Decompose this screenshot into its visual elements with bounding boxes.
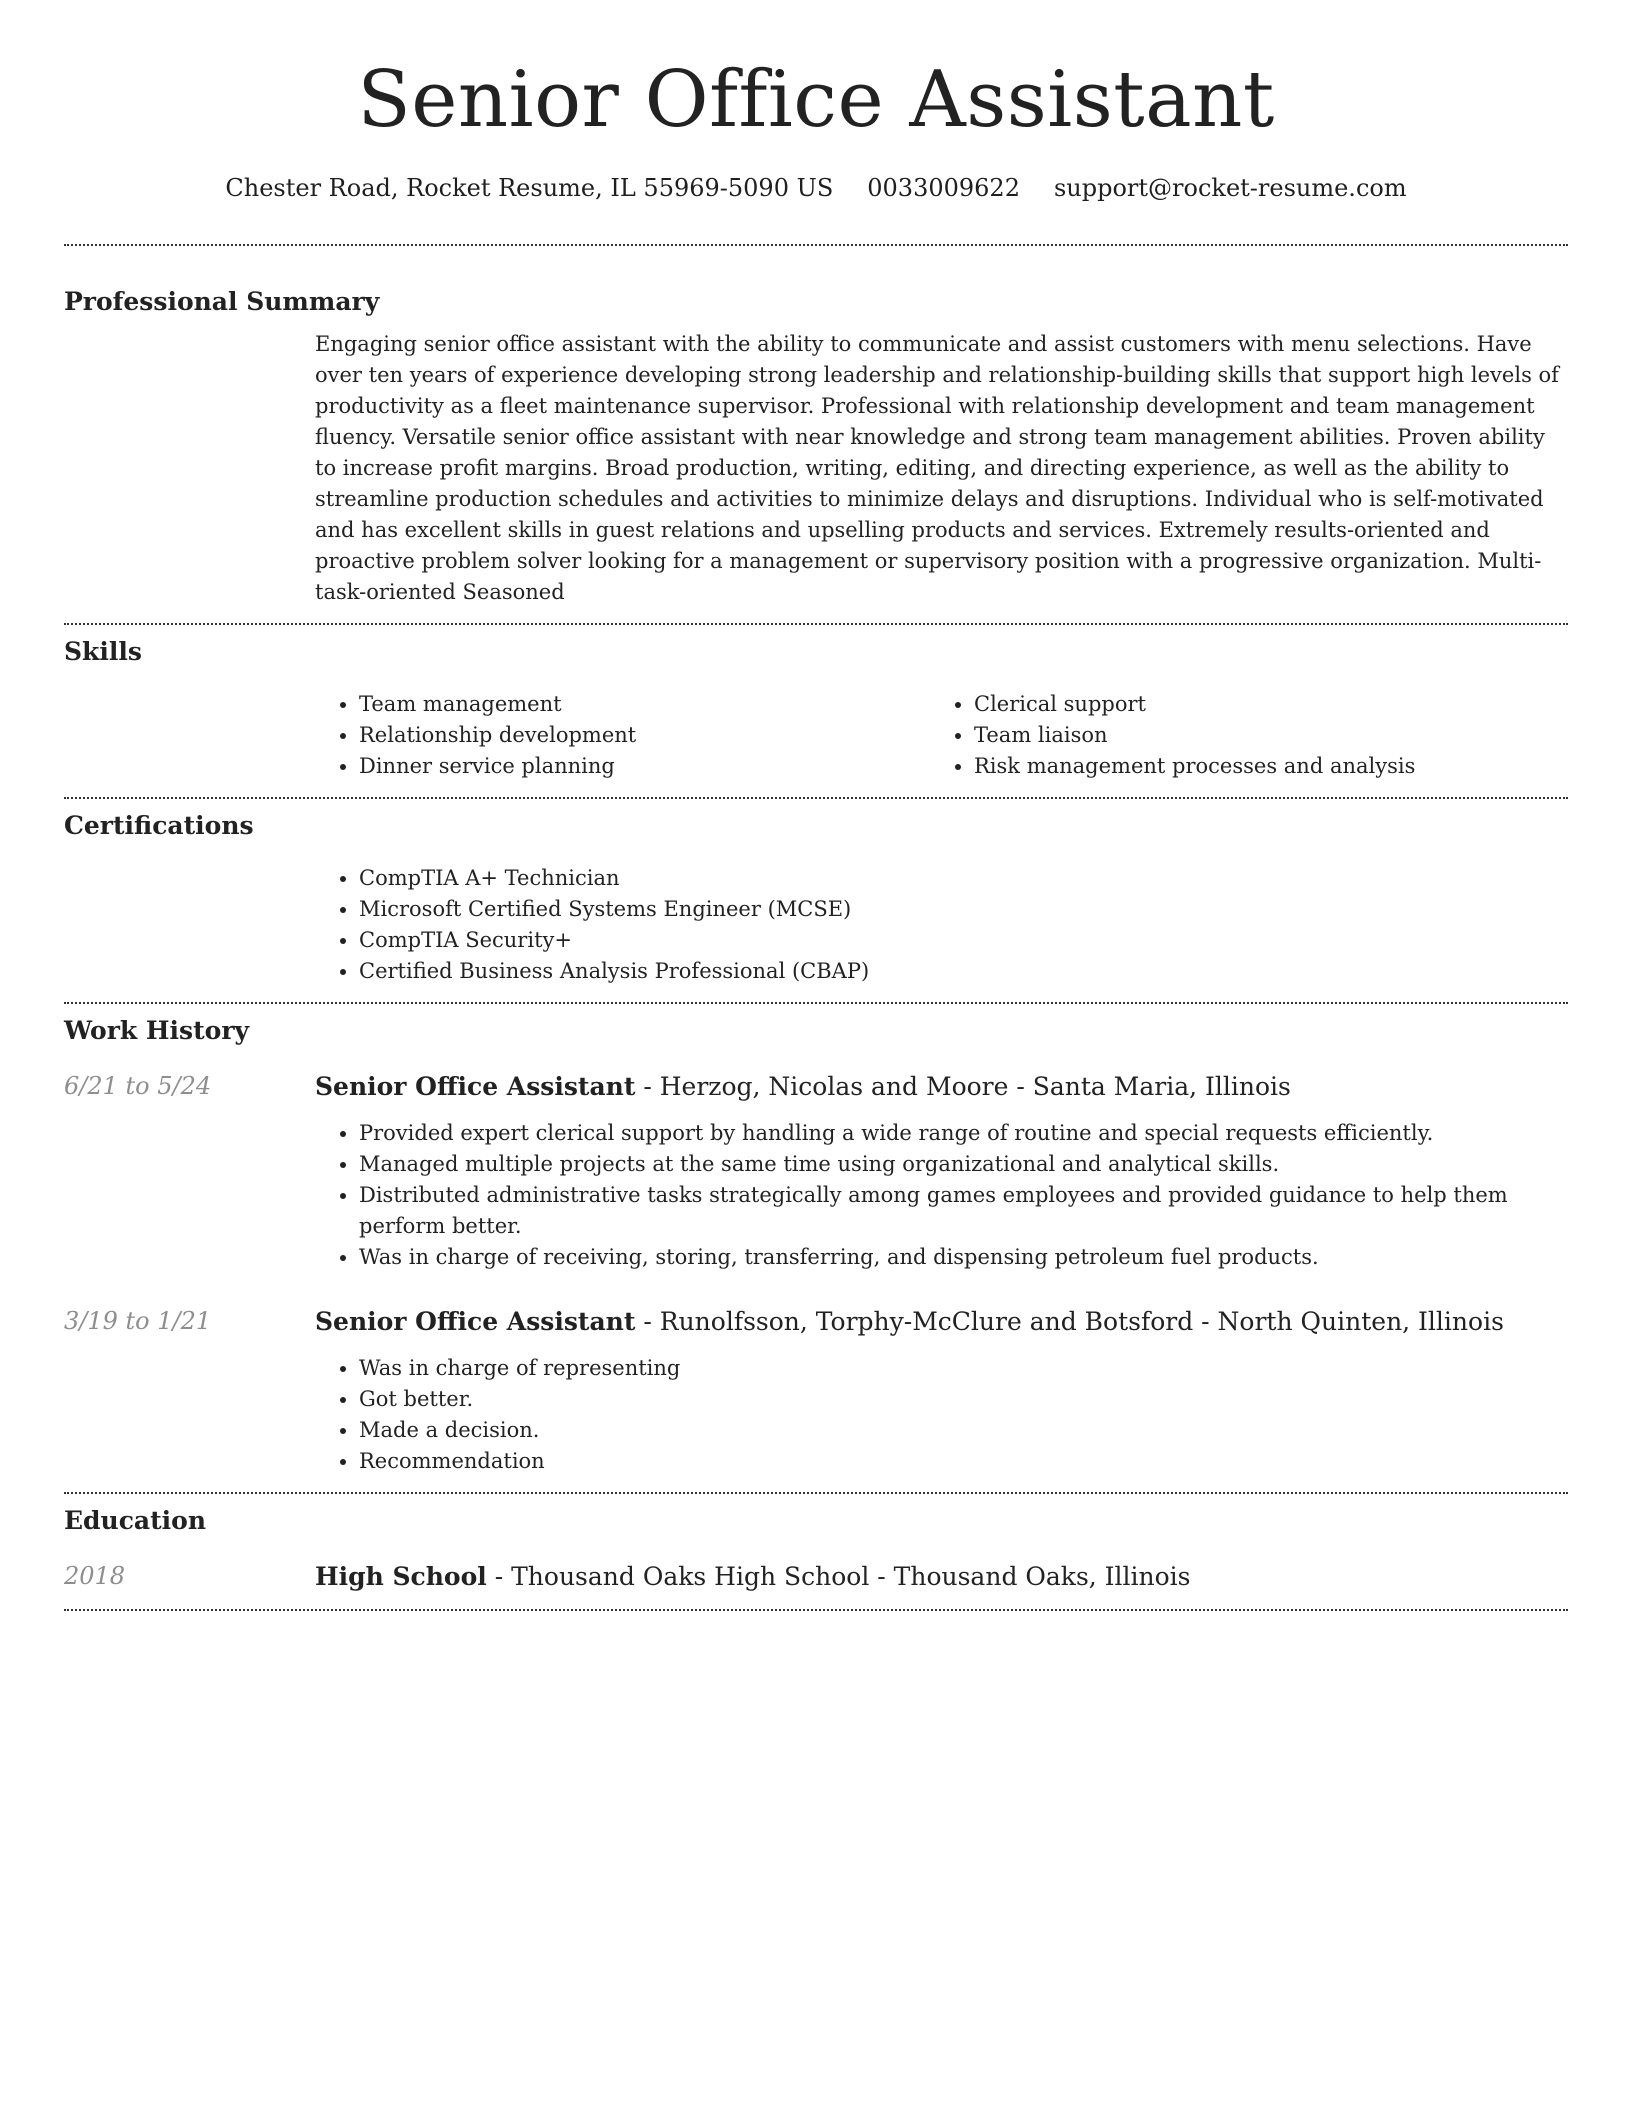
skills-column-right: [930, 689, 1545, 782]
job-bullet: • Recommendation: [359, 1446, 1568, 1477]
job-bullet: • Got better.: [359, 1384, 1568, 1415]
job-entry: [64, 1070, 1568, 1273]
candidate-name: Senior Office Assistant: [357, 55, 1275, 145]
job-bullet: • Distributed administrative tasks strategically among games employees and provided guidance to help them perform better.: [359, 1180, 1568, 1242]
certifications-section: [64, 799, 1568, 987]
education-section: [64, 1494, 1568, 1594]
work-history-title: Work History: [64, 1016, 250, 1045]
certifications-title: Certifications: [64, 811, 254, 840]
job-employer: - Runolfsson, Torphy-McClure and Botsford - North Quinten, Illinois: [635, 1307, 1504, 1336]
summary-title: Professional Summary: [64, 287, 380, 316]
contact-address: Chester Road, Rocket Resume, IL 55969-5090 US: [225, 174, 834, 202]
work-history-section: [64, 1004, 1568, 1477]
summary-section: [64, 246, 1568, 608]
education-heading: [315, 1560, 1568, 1594]
job-employer: - Herzog, Nicolas and Moore - Santa Maria, Illinois: [635, 1072, 1291, 1101]
contact-line: [64, 172, 1568, 204]
certification-item: • Certified Business Analysis Professional (CBAP): [359, 956, 1568, 987]
certification-item: • CompTIA A+ Technician: [359, 863, 1568, 894]
education-date: 2018: [64, 1562, 126, 1590]
resume-header: [64, 0, 1568, 204]
skill-item: • Risk management processes and analysis: [974, 751, 1545, 782]
skills-section: [64, 625, 1568, 782]
job-entry: [64, 1305, 1568, 1477]
skill-item: • Team management: [359, 689, 930, 720]
job-bullets: [315, 1353, 1568, 1477]
job-role: Senior Office Assistant: [315, 1072, 636, 1101]
skill-item: • Clerical support: [974, 689, 1545, 720]
certification-item: • CompTIA Security+: [359, 925, 1568, 956]
job-bullets: [315, 1118, 1568, 1273]
resume-page: [64, 0, 1568, 1611]
contact-email: support@rocket-resume.com: [1053, 174, 1407, 202]
contact-phone: 0033009622: [867, 174, 1020, 202]
job-bullet: • Made a decision.: [359, 1415, 1568, 1446]
job-bullet: • Was in charge of representing: [359, 1353, 1568, 1384]
job-role: Senior Office Assistant: [315, 1307, 636, 1336]
skill-item: • Team liaison: [974, 720, 1545, 751]
education-school: - Thousand Oaks High School - Thousand Oaks, Illinois: [486, 1562, 1191, 1591]
skill-item: • Relationship development: [359, 720, 930, 751]
summary-content: [315, 329, 1568, 608]
education-title: Education: [64, 1506, 207, 1535]
section-divider: [64, 1609, 1568, 1611]
job-bullet: • Managed multiple projects at the same time using organizational and analytical skills.: [359, 1149, 1568, 1180]
skills-grid: [315, 689, 1568, 782]
summary-text: Engaging senior office assistant with the ability to communicate and assist customers with menu selections. Have over ten years of experience developing strong leadership and relationship-building skills that support high levels of productivity as a fleet maintenance supervisor. Professional with relationship development and team management fluency. Versatile senior office assistant with near knowledge and strong team management abilities. Proven ability to increase profit margins. Broad production, writing, editing, and directing experience, as well as the ability to streamline production schedules and activities to minimize delays and disruptions. Individual who is self-motivated and has excellent skills in guest relations and upselling products and services. Extremely results-oriented and proactive problem solver looking for a management or supervisory position with a progressive organization. Multi-task-oriented Seasoned: [315, 332, 1559, 604]
job-heading: [315, 1070, 1568, 1104]
job-date: 3/19 to 1/21: [64, 1307, 212, 1335]
job-heading: [315, 1305, 1568, 1339]
certification-item: • Microsoft Certified Systems Engineer (MCSE): [359, 894, 1568, 925]
skills-title: Skills: [64, 637, 142, 666]
job-bullet: • Was in charge of receiving, storing, transferring, and dispensing petroleum fuel products.: [359, 1242, 1568, 1273]
certifications-content: [315, 863, 1568, 987]
education-degree: High School: [315, 1562, 487, 1591]
job-bullet: • Provided expert clerical support by handling a wide range of routine and special requests efficiently.: [359, 1118, 1568, 1149]
skill-item: • Dinner service planning: [359, 751, 930, 782]
education-entry: [64, 1560, 1568, 1594]
job-date: 6/21 to 5/24: [64, 1072, 212, 1100]
skills-column-left: [315, 689, 930, 782]
